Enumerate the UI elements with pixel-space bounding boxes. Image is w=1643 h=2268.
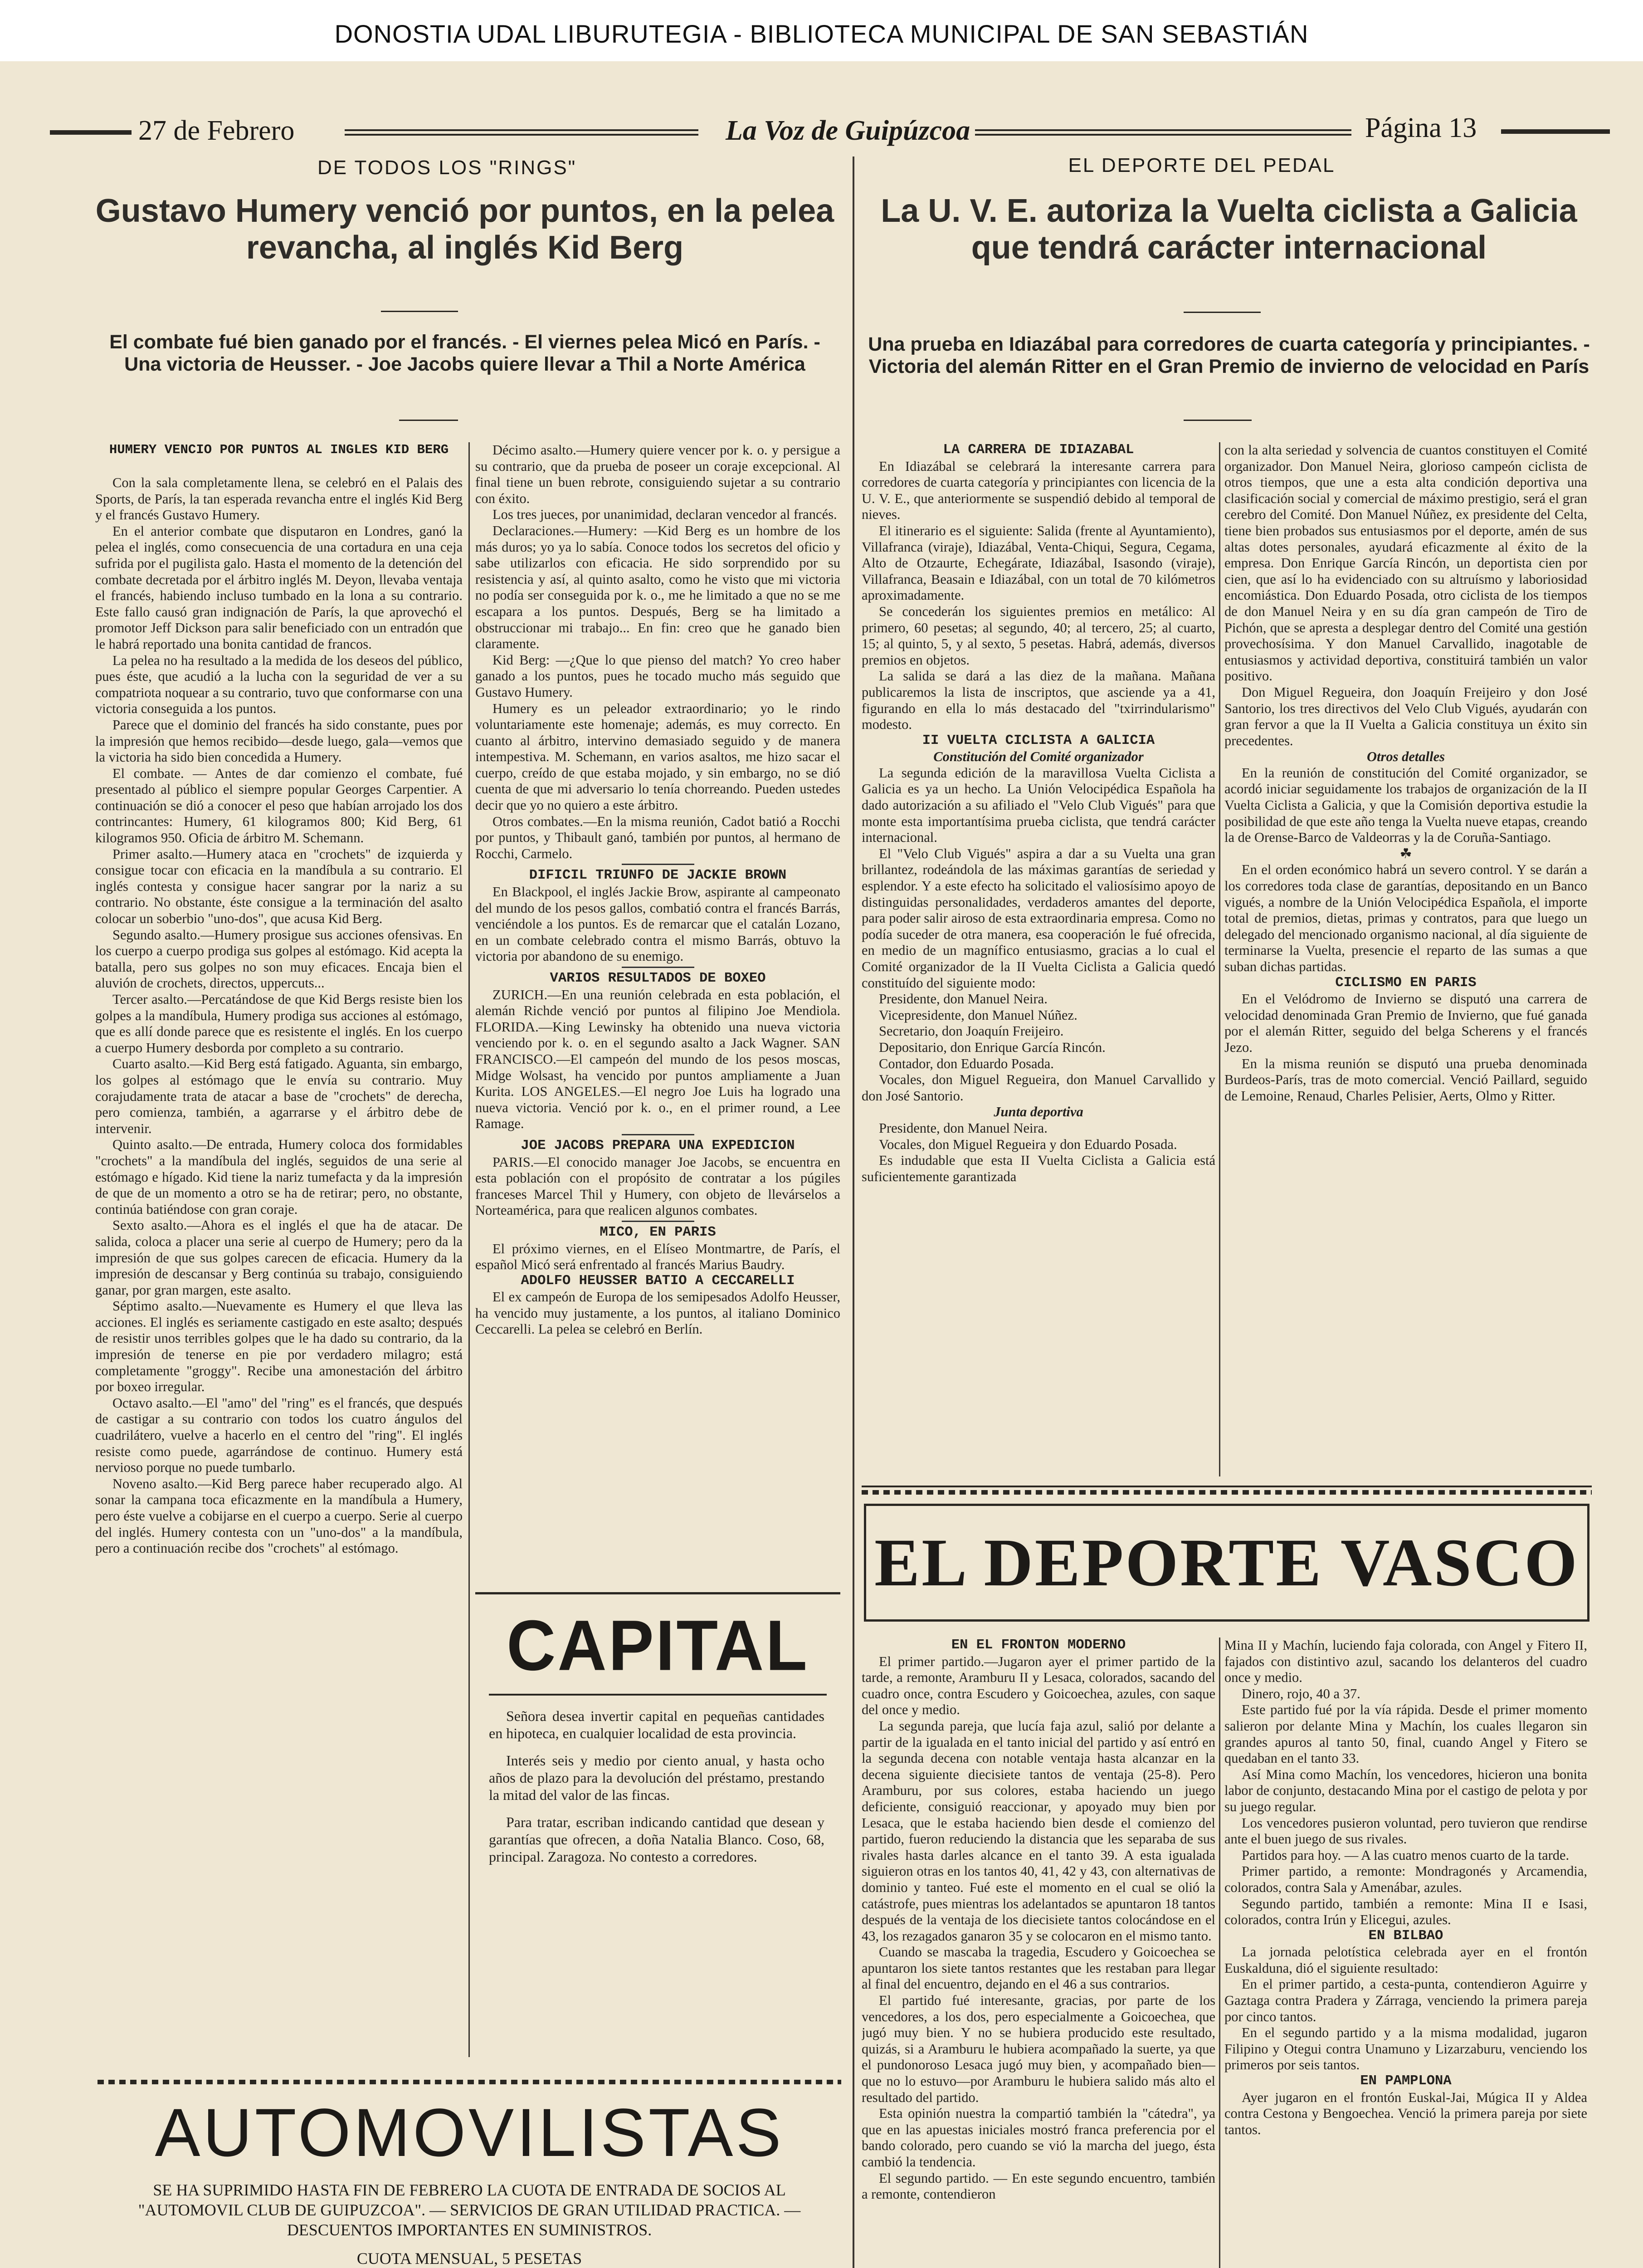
capital-ad-paragraph: Interés seis y medio por ciento anual, y hasta ocho años de plazo para la devolución del préstamo, prestando la mitad del valor de las fincas. [489,1752,824,1803]
committee-line: Contador, don Eduardo Posada. [879,1056,1054,1071]
paragraph: Quinto asalto.—De entrada, Humery coloca dos formidables "crochets" a la mandíbula del inglés, seguidos de una serie al estómago e hígado. Kid tiene la nariz tumefacta y da la impresión de que de un momento a otro se ha de retirar; pero, no obstante, continúa batiéndose con gran coraje. [95,1137,463,1217]
junta-line: Es indudable que esta II Vuelta Ciclista a Galicia está suficientemente garantizada [862,1153,1215,1184]
capital-ad-paragraph: Para tratar, escriban indicando cantidad que desean y garantías que ofrecen, a doña Natalia Blanco. Coso, 68, principal. Zaragoza. No contesto a corredores. [489,1814,824,1865]
headline-divider [1184,312,1261,313]
boxing-column-2 [475,442,840,1581]
divider [622,967,694,971]
paragraph: Este partido fué por la vía rápida. Desde el primer momento salieron por delante Mina y Machín, los cuales llegaron sin grandes apuros al tanto 50, final, cuando Angel y Fitero se quedaban en el tanto 33. [1224,1702,1587,1766]
paragraph: Don Miguel Regueira, don Joaquín Freijeiro y don José Santorio, los tres directivos del Velo Club Vigués, ayudarán con gran fervor a que la II Vuelta a Galicia constituya un éxito sin precedentes. [1224,684,1587,748]
paragraph: El itinerario es el siguiente: Salida (frente al Ayuntamiento), Villafranca (viraje), Idiazábal, Venta-Chiqui, Segura, Cegama, Alto de Otzaurte, Echegárate, Idiazábal, Isasondo (viraje), Villafranca, Beasain e Idiazábal, con un total de 70 kilómetros aproximadamente. [862,523,1215,603]
pelota-column-2 [1224,1637,1587,2268]
deporte-vasco-banner [864,1504,1589,1622]
paragraph: Humery es un peleador extraordinario; yo le rindo voluntariamente este homenaje; además, es muy correcto. En cuanto al árbitro, intervino demasiado seguido y de manera intempestiva. M. Schemann, en varios asaltos, me hizo sacar el cuerpo, creído de que estaba mojado, y sin embargo, no se dió cuenta de que mi adversario lo tenía chorreando. Pueden ustedes decir que yo no quiero a este árbitro. [475,700,840,813]
automovilistas-fee: CUOTA MENSUAL, 5 PESETAS [356,2249,582,2268]
paragraph: En Idiazábal se celebrará la interesante carrera para corredores de cuarta categoría y principiantes con licencia de la U. V. E., que anteriormente se suspendió debido al temporal de nieves. [862,458,1215,523]
boxing-headline: Gustavo Humery venció por puntos, en la pelea revancha, al inglés Kid Berg [95,193,834,266]
section-title: JOE JACOBS PREPARA UNA EXPEDICION [521,1138,795,1154]
paragraph: La salida se dará a las diez de la mañana. Mañana publicaremos la lista de inscriptos, que asciende ya a 41, figurando en ella lo más destacado del "txirrindularismo" modesto. [862,668,1215,733]
section-title: CICLISMO EN PARIS [1335,975,1477,991]
paragraph: La jornada pelotística celebrada ayer en el frontón Euskalduna, dió el siguiente resultado: [1224,1944,1587,1976]
divider [622,1221,694,1225]
deporte-vasco-title: EL DEPORTE VASCO [874,1525,1579,1600]
cycling-kicker: EL DEPORTE DEL PEDAL [1068,154,1336,176]
archive-banner-text: DONOSTIA UDAL LIBURUTEGIA - BIBLIOTECA MUNICIPAL DE SAN SEBASTIÁN [334,20,1309,48]
column-rule [1219,442,1220,1476]
deck-divider [399,420,458,421]
paragraph: Así Mina como Machín, los vencedores, hicieron una bonita labor de conjunto, destacando Mina por el castigo de pelota y por su juego regular. [1224,1766,1587,1814]
capital-ad [475,1603,840,1994]
automovilistas-body: SE HA SUPRIMIDO HASTA FIN DE FEBRERO LA CUOTA DE ENTRADA DE SOCIOS AL "AUTOMOVIL CLUB DE GUIPUZCOA". — SERVICIOS DE GRAN UTILIDAD PRACTICA. — DESCUENTOS IMPORTANTES EN SUMINISTROS. [138,2181,801,2239]
zigzag-rule [98,2080,841,2084]
section-subtitle: Constitución del Comité organizador [933,749,1144,765]
cycling-column-1 [862,442,1215,1481]
section-title: MICO, EN PARIS [600,1224,716,1240]
section-title: ADOLFO HEUSSER BATIO A CECCARELLI [521,1273,795,1289]
paragraph: Mina II y Machín, luciendo faja colorada, con Angel y Fitero II, fajados con distintivo azul, sacando los delanteros del cuadro once y medio. [1224,1637,1587,1686]
paragraph: Décimo asalto.—Humery quiere vencer por k. o. y persigue a su contrario, que da prueba de poseer un coraje excepcional. Al final tiene un buen rebrote, consiguiendo sujetar a su contrario con éxito. [475,442,840,506]
paragraph: con la alta seriedad y solvencia de cuantos constituyen el Comité organizador. Don Manuel Neira, glorioso campeón ciclista de otros tiempos, que une a esta alta condición deportiva una clasificación social y comercial de máximo prestigio, será el gran cerebro del Comité. Don Manuel Núñez, ex presidente del Celta, tiene bien probados sus entusiasmos por el deporte, amén de sus altas dotes personales, ayudará eficazmente al éxito de la empresa. Don Enrique García Rincón, un deportista cien por cien, que así lo ha evidenciado con su altruísmo y laboriosidad encomiástica. Don Eduardo Posada, otro ciclista de los tiempos de don Manuel Neira y en su día gran campeón de Tiro de Pichón, que se apresta a desplegar dentro del Comité una gestión provechosísima. Y don Manuel Carvallido, inagotable de entusiasmos y actividad deportiva, constituirá también un valor positivo. [1224,442,1587,684]
committee-line: Vicepresidente, don Manuel Núñez. [879,1007,1077,1023]
running-head-rule [345,134,698,136]
automovilistas-title: AUTOMOVILISTAS [155,2094,784,2170]
running-head-date: 27 de Febrero [138,115,295,146]
boxing-column-1 [95,475,463,2268]
running-head-title: La Voz de Guipúzcoa [726,115,970,146]
committee-line: Depositario, don Enrique García Rincón. [879,1039,1106,1055]
column-rule [468,442,470,2057]
paragraph: Segundo partido, también a remonte: Mina II e Isasi, colorados, contra Irún y Elicegui, azules. [1224,1896,1587,1928]
boxing-subhead: HUMERY VENCIO POR PUNTOS AL INGLES KID BERG [109,442,449,457]
paragraph: Los tres jueces, por unanimidad, declaran vencedor al francés. [492,507,837,523]
section-subtitle: Otros detalles [1367,749,1445,765]
paragraph: Sexto asalto.—Ahora es el inglés el que ha de atacar. De salida, coloca a placer una serie al cuerpo de Humery; pero da la impresión de que sus golpes carecen de eficacia. Humery da la impresión de descansar y Berg continúa su trabajo, consiguiendo ganar, por gran margen, este asalto. [95,1217,463,1298]
running-head-rule-right [1501,129,1610,134]
paragraph: En el segundo partido y a la misma modalidad, jugaron Filipino y Otegui contra Unamuno y Lizarzaburu, venciendo los primeros por seis tantos. [1224,2025,1587,2073]
paragraph: PARIS.—El conocido manager Joe Jacobs, se encuentra en esta población con el propósito de contratar a los púgiles franceses Marcel Thil y Humery, con objeto de llevárselos a Norteamérica, para que realicen algunos combates. [475,1154,840,1218]
section-title: VARIOS RESULTADOS DE BOXEO [550,971,766,986]
column-rule [1219,1637,1220,2268]
section-title: EN BILBAO [1368,1928,1443,1944]
capital-ad-title: CAPITAL [507,1605,809,1686]
section-rule [862,1486,1592,1487]
paragraph: En el orden económico habrá un severo control. Y se darán a los corredores toda clase de garantías, depositando en un Banco vigués, a nombre de la Unión Velocipédica Española, el importe total de premios, dietas, primas y contratos, para que luego un delegado del mencionado organismo nacional, al día siguiente de terminarse la Vuelta, presencie el reparto de las sumas a que suban dichas partidas. [1224,862,1587,974]
divider [622,864,694,868]
cycling-headline: La U. V. E. autoriza la Vuelta ciclista a Galicia que tendrá carácter internacional [881,193,1577,266]
paragraph: En Blackpool, el inglés Jackie Brow, aspirante al campeonato del mundo de los pesos gallos, combatió contra el francés Barrás, venciéndole a los puntos. Es de remarcar que el catalán Lozano, en un combate celebrado contra el mismo Barrás, obtuvo la victoria por abandono de su enemigo. [475,884,840,964]
paragraph: Esta opinión nuestra la compartió también la "cátedra", ya que en las apuestas iniciales mostró franca preferencia por el bando colorado, pero cuando se vió la marcha del juego, ésta cambió la tendencia. [862,2106,1215,2170]
paragraph: Parece que el dominio del francés ha sido constante, pues por la impresión que hemos recibido—desde luego, gala—vemos que la victoria ha sido bien concedida a Humery. [95,717,463,765]
headline-divider [381,311,458,312]
paragraph: Primer partido, a remonte: Mondragonés y Arcamendia, colorados, contra Sala y Amenábar, azules. [1224,1863,1587,1895]
paragraph: Cuando se mascaba la tragedia, Escudero y Goicoechea se apuntaron los siete tantos restantes que les restaban para llegar al final del encuentro, dejando en el 46 a sus contrarios. [862,1944,1215,1992]
paragraph: Kid Berg: —¿Que lo que pienso del match? Yo creo haber ganado a los puntos, pues he tocado mucho más seguido que Gustavo Humery. [475,652,840,700]
paragraph: Partidos para hoy. — A las cuatro menos cuarto de la tarde. [1242,1847,1570,1863]
paragraph: En el primer partido, a cesta-punta, contendieron Aguirre y Gaztaga contra Pradera y Zárraga, venciendo la primera pareja por cinco tantos. [1224,1976,1587,2024]
running-head-rule [975,134,1351,136]
ad-rule [475,1592,840,1594]
paragraph: El primer partido.—Jugaron ayer el primer partido de la tarde, a remonte, Aramburu II y Lesaca, colorados, sacando del cuadro once, contra Escudero y Goicoechea, azules, con saque del once y medio. [862,1653,1215,1718]
section-subtitle: Junta deportiva [994,1104,1083,1120]
section-title: EN PAMPLONA [1360,2073,1452,2089]
paragraph: Con la sala completamente llena, se celebró en el Palais des Sports, de París, la tan esperada revancha entre el inglés Kid Berg y el francés Gustavo Humery. [95,475,463,523]
committee-line: Presidente, don Manuel Neira. [879,991,1048,1007]
paragraph: Octavo asalto.—El "amo" del "ring" es el francés, que después de castigar a su contrario con todos los cuatro ángulos del cuadrilátero, vuelve a hacerlo en el centro del "ring". El inglés resiste como puede, agarrándose de continuo. Humery está nervioso porque no puede tumbarlo. [95,1395,463,1476]
paragraph: Declaraciones.—Humery: —Kid Berg es un hombre de los más duros; yo ya lo sabía. Conoce todos los secretos del oficio y sabe utilizarlos con eficacia. He sido sorprendido por su resistencia y así, al quinto asalto, como he visto que mi victoria no podía ser conseguida por k. o., me he limitado a que no se me escapara a los puntos. Después, Berg se ha limitado a obstruccionar mi trabajo... En fin: creo que he ganado bien claramente. [475,523,840,652]
paragraph: Primer asalto.—Humery ataca en "crochets" de izquierda y consigue tocar con eficacia en la mandíbula a su contrario. El inglés contesta y consigue hacer sangrar por la nariz a su contrario. No obstante, éste consigue a la terminación del asalto colocar un soberbio "uno-dos", que acusa Kid Berg. [95,846,463,927]
divider [622,1134,694,1138]
junta-line: Presidente, don Manuel Neira. [879,1120,1048,1136]
running-head-rule [975,129,1351,131]
paragraph: En el Velódromo de Invierno se disputó una carrera de velocidad denominada Gran Premio de Invierno, que fué ganada por el alemán Ritter, seguido del belga Scherens y el francés Jezo. [1224,991,1587,1055]
junta-line: Vocales, don Miguel Regueira y don Eduardo Posada. [879,1136,1177,1152]
section-title: II VUELTA CICLISTA A GALICIA [922,733,1155,748]
paragraph: La pelea no ha resultado a la medida de los deseos del público, pues éste, que acudió a la lucha con la seguridad de ver a su compatriota noquear a su contrario, tuvo que conformarse con una victoria conseguida a los puntos. [95,652,463,717]
paragraph: En la misma reunión se disputó una prueba denominada Burdeos-París, tras de moto comercial. Venció Paillard, seguido de Lemoine, Renaud, Charles Pelisier, Aerts, Olmo y Ritter. [1224,1056,1587,1104]
clover-icon: ☘ [1399,846,1412,861]
center-column-rule [853,156,854,2268]
paragraph: La segunda pareja, que lucía faja azul, salió por delante a partir de la igualada en el tanto inicial del partido y así entró en la segunda decena con notable ventaja hasta alcanzar en la decena siguiente diecisiete tantos de ventaja (25-8). Pero Aramburu, por sus colores, estaba haciendo un juego deficiente, consiguió reaccionar, y apoyado muy bien por Lesaca, que le estaba haciendo bien desde el comienzo del partido, fueron reduciendo la distancia que les separaba de sus rivales hasta darles alcance en el tanto 39. A esta igualada siguieron otras en los tantos 40, 41, 42 y 43, con alternativas de dominio y tanteo. Fué este el momento en el cual se olió la catástrofe, pues mientras los adelantados se apuntaron 18 tantos después de la ventaja de los diecisiete tantos colocándose en el 43, los rezagados ganaron 35 y se colocaron en el mismo tanto. [862,1718,1215,1944]
cycling-deck: Una prueba en Idiazábal para corredores de cuarta categoría y principiantes. - Victoria del alemán Ritter en el Gran Premio de invierno de velocidad en París [868,333,1590,378]
paragraph: Otros combates.—En la misma reunión, Cadot batió a Rocchi por puntos, y Thibault ganó, también por puntos, al hermano de Rocchi, Carmelo. [475,813,840,861]
cycling-column-2 [1224,442,1587,1481]
paragraph: Tercer asalto.—Percatándose de que Kid Bergs resiste bien los golpes a la mandíbula, Humery prodiga sus acciones al estómago, que es allí donde parece que es resistente el inglés. En los cuerpo a cuerpo Humery desborda por completo a su contrario. [95,992,463,1056]
automovilistas-ad [98,2093,841,2268]
section-title: LA CARRERA DE IDIAZABAL [943,442,1134,458]
paragraph: El segundo partido. — En este segundo encuentro, también a remonte, contendieron [862,2170,1215,2202]
running-head-page: Página 13 [1365,112,1477,143]
paragraph: El combate. — Antes de dar comienzo el combate, fué presentado al público el siempre popular Georges Carpentier. A continuación se dió a conocer el peso que habían arrojado los dos contrincantes: Humery, 61 kilogramos 800; Kid Berg, 61 kilogramos 950. Oficia de árbitro M. Schemann. [95,765,463,846]
section-title: EN EL FRONTON MODERNO [951,1637,1126,1653]
paragraph: El próximo viernes, en el Elíseo Montmartre, de París, el español Micó será enfrentado al francés Marius Baudry. [475,1241,840,1273]
paragraph: Cuarto asalto.—Kid Berg está fatigado. Aguanta, sin embargo, los golpes al estómago que le envía su contrario. Muy corajudamente trata de atacar a base de "crochets" de derecha, pero comienza, también, a agarrarse y el árbitro debe de intervenir. [95,1056,463,1136]
paragraph: El ex campeón de Europa de los semipesados Adolfo Heusser, ha vencido muy justamente, a los puntos, al italiano Dominico Ceccarelli. La pelea se celebró en Berlín. [475,1289,840,1337]
paragraph: En la reunión de constitución del Comité organizador, se acordó iniciar seguidamente los trabajos de organización de la II Vuelta Ciclista a Galicia, y que la Comisión deportiva estudie la posibilidad de que este año tenga la Vuelta nueve etapas, creando la de Orense-Barco de Valdeorras y la de Coruña-Santiago. [1224,765,1587,846]
paragraph: Noveno asalto.—Kid Berg parece haber recuperado algo. Al sonar la campana toca eficazmente en la mandíbula a Humery, pero éste vuelve a cobijarse en el cuerpo a cuerpo. Serie al cuerpo del inglés. Humery contesta con un "uno-dos" a la mandíbula, pero a continuación recibe dos "crochets" al estómago. [95,1476,463,1556]
capital-ad-body [489,1707,824,1865]
paragraph: Dinero, rojo, 40 a 37. [1242,1686,1360,1701]
paragraph: Séptimo asalto.—Nuevamente es Humery el que lleva las acciones. El inglés es seriamente castigado en este asalto; después de resistir unos terribles golpes que le ha dado su contrario, da la impresión de tenerse en pie por verdadero milagro; está completamente "groggy". Recibe una amonestación del árbitro por boxeo irregular. [95,1298,463,1395]
paragraph: Segundo asalto.—Humery prosigue sus acciones ofensivas. En los cuerpo a cuerpo prodiga sus golpes al estómago. Kid acepta la batalla, pero sus golpes no son muy eficaces. Encaja bien el aluvión de crochets, directos, uppercuts... [95,927,463,991]
pelota-column-1 [862,1637,1215,2268]
boxing-deck: El combate fué bien ganado por el francés. - El viernes pelea Micó en París. - Una victoria de Heusser. - Joe Jacobs quiere llevar a Thil a Norte América [109,331,820,376]
newspaper-page [0,61,1643,2268]
paragraph: El "Velo Club Vigués" aspira a dar a su Vuelta una gran brillantez, rodeándola de las máximas garantías de seriedad y esplendor. Y a este efecto ha solicitado el valiosísimo apoyo de distinguidas personalidades, verdaderos amantes del deporte, para poder salir airoso de esta extraordinaria empresa. Como no podía suceder de otra manera, esa cooperación le fué ofrecida, en medio de un magnífico entusiasmo, gracias a lo cual el Comité organizador de la II Vuelta Ciclista a Galicia quedó constituído del siguiente modo: [862,846,1215,991]
paragraph: El partido fué interesante, gracias, por parte de los vencedores, a los dos, pero especialmente a Goicoechea, que jugó muy bien. Y no se hubiera producido este resultado, quizás, si a Aramburu le hubiera acompañado la suerte, ya que el pundonoroso Lesaca jugó muy bien, y acompañado bien—que no lo estuvo—por Aramburu le hubiera salido más alto el resultado del partido. [862,1993,1215,2105]
committee-line: Secretario, don Joaquín Freijeiro. [879,1023,1064,1039]
capital-ad-paragraph: Señora desea invertir capital en pequeñas cantidades en hipoteca, en cualquier localidad de esta provincia. [489,1708,824,1741]
boxing-kicker: DE TODOS LOS "RINGS" [317,156,577,179]
section-title: DIFICIL TRIUNFO DE JACKIE BROWN [529,868,787,884]
archive-banner [0,0,1643,61]
running-head-rule-left [50,130,132,135]
paragraph: La segunda edición de la maravillosa Vuelta Ciclista a Galicia es ya un hecho. La Unión Velocipédica Española ha dado autorización a su afiliado el "Velo Club Vigués" para que monte esta importantísima prueba ciclista, que tendrá carácter internacional. [862,765,1215,846]
capital-ad-rule [489,1694,827,1696]
paragraph: Se concederán los siguientes premios en metálico: Al primero, 60 pesetas; al segundo, 40; al tercero, 25; al cuarto, 15; al quinto, 5, y al sexto, 5 pesetas. Habrá, además, diversos premios en objetos. [862,603,1215,668]
deck-divider [1184,420,1252,421]
paragraph: ZURICH.—En una reunión celebrada en esta población, el alemán Richde venció por puntos al filipino Joe Mendiola. FLORIDA.—King Lewinsky ha obtenido una nueva victoria venciendo por k. o. en el segundo asalto a Jack Wagner. SAN FRANCISCO.—El campeón del mundo de los pesos moscas, Midge Wolsast, ha vencido por puntos ampliamente a Juan Kurita. LOS ANGELES.—El negro Joe Luis ha logrado una nueva victoria. Venció por k. o., en el primer round, a Lee Ramage. [475,987,840,1132]
paragraph: Ayer jugaron en el frontón Euskal-Jai, Múgica II y Aldea contra Cestona y Bengoechea. Venció la primera pareja por siete tantos. [1224,2089,1587,2137]
zigzag-rule [862,1490,1592,1495]
running-head-rule [345,129,698,131]
paragraph: Los vencedores pusieron voluntad, pero tuvieron que rendirse ante el buen juego de sus rivales. [1224,1815,1587,1847]
paragraph: En el anterior combate que disputaron en Londres, ganó la pelea el inglés, como consecuencia de una cortadura en una ceja sufrida por el pugilista galo. Hasta el momento de la detención del combate decretada por el árbitro inglés M. Deyon, llevaba ventaja el francés, habiendo incluso tumbado en la lona a su contrario. Este fallo causó gran indignación de París, la que aprovechó el promotor Jeff Dickson para salir beneficiado con un entradón que le habrá reportado una bonita cantidad de francos. [95,523,463,652]
committee-line: Vocales, don Miguel Regueira, don Manuel Carvallido y don José Santorio. [862,1072,1215,1104]
